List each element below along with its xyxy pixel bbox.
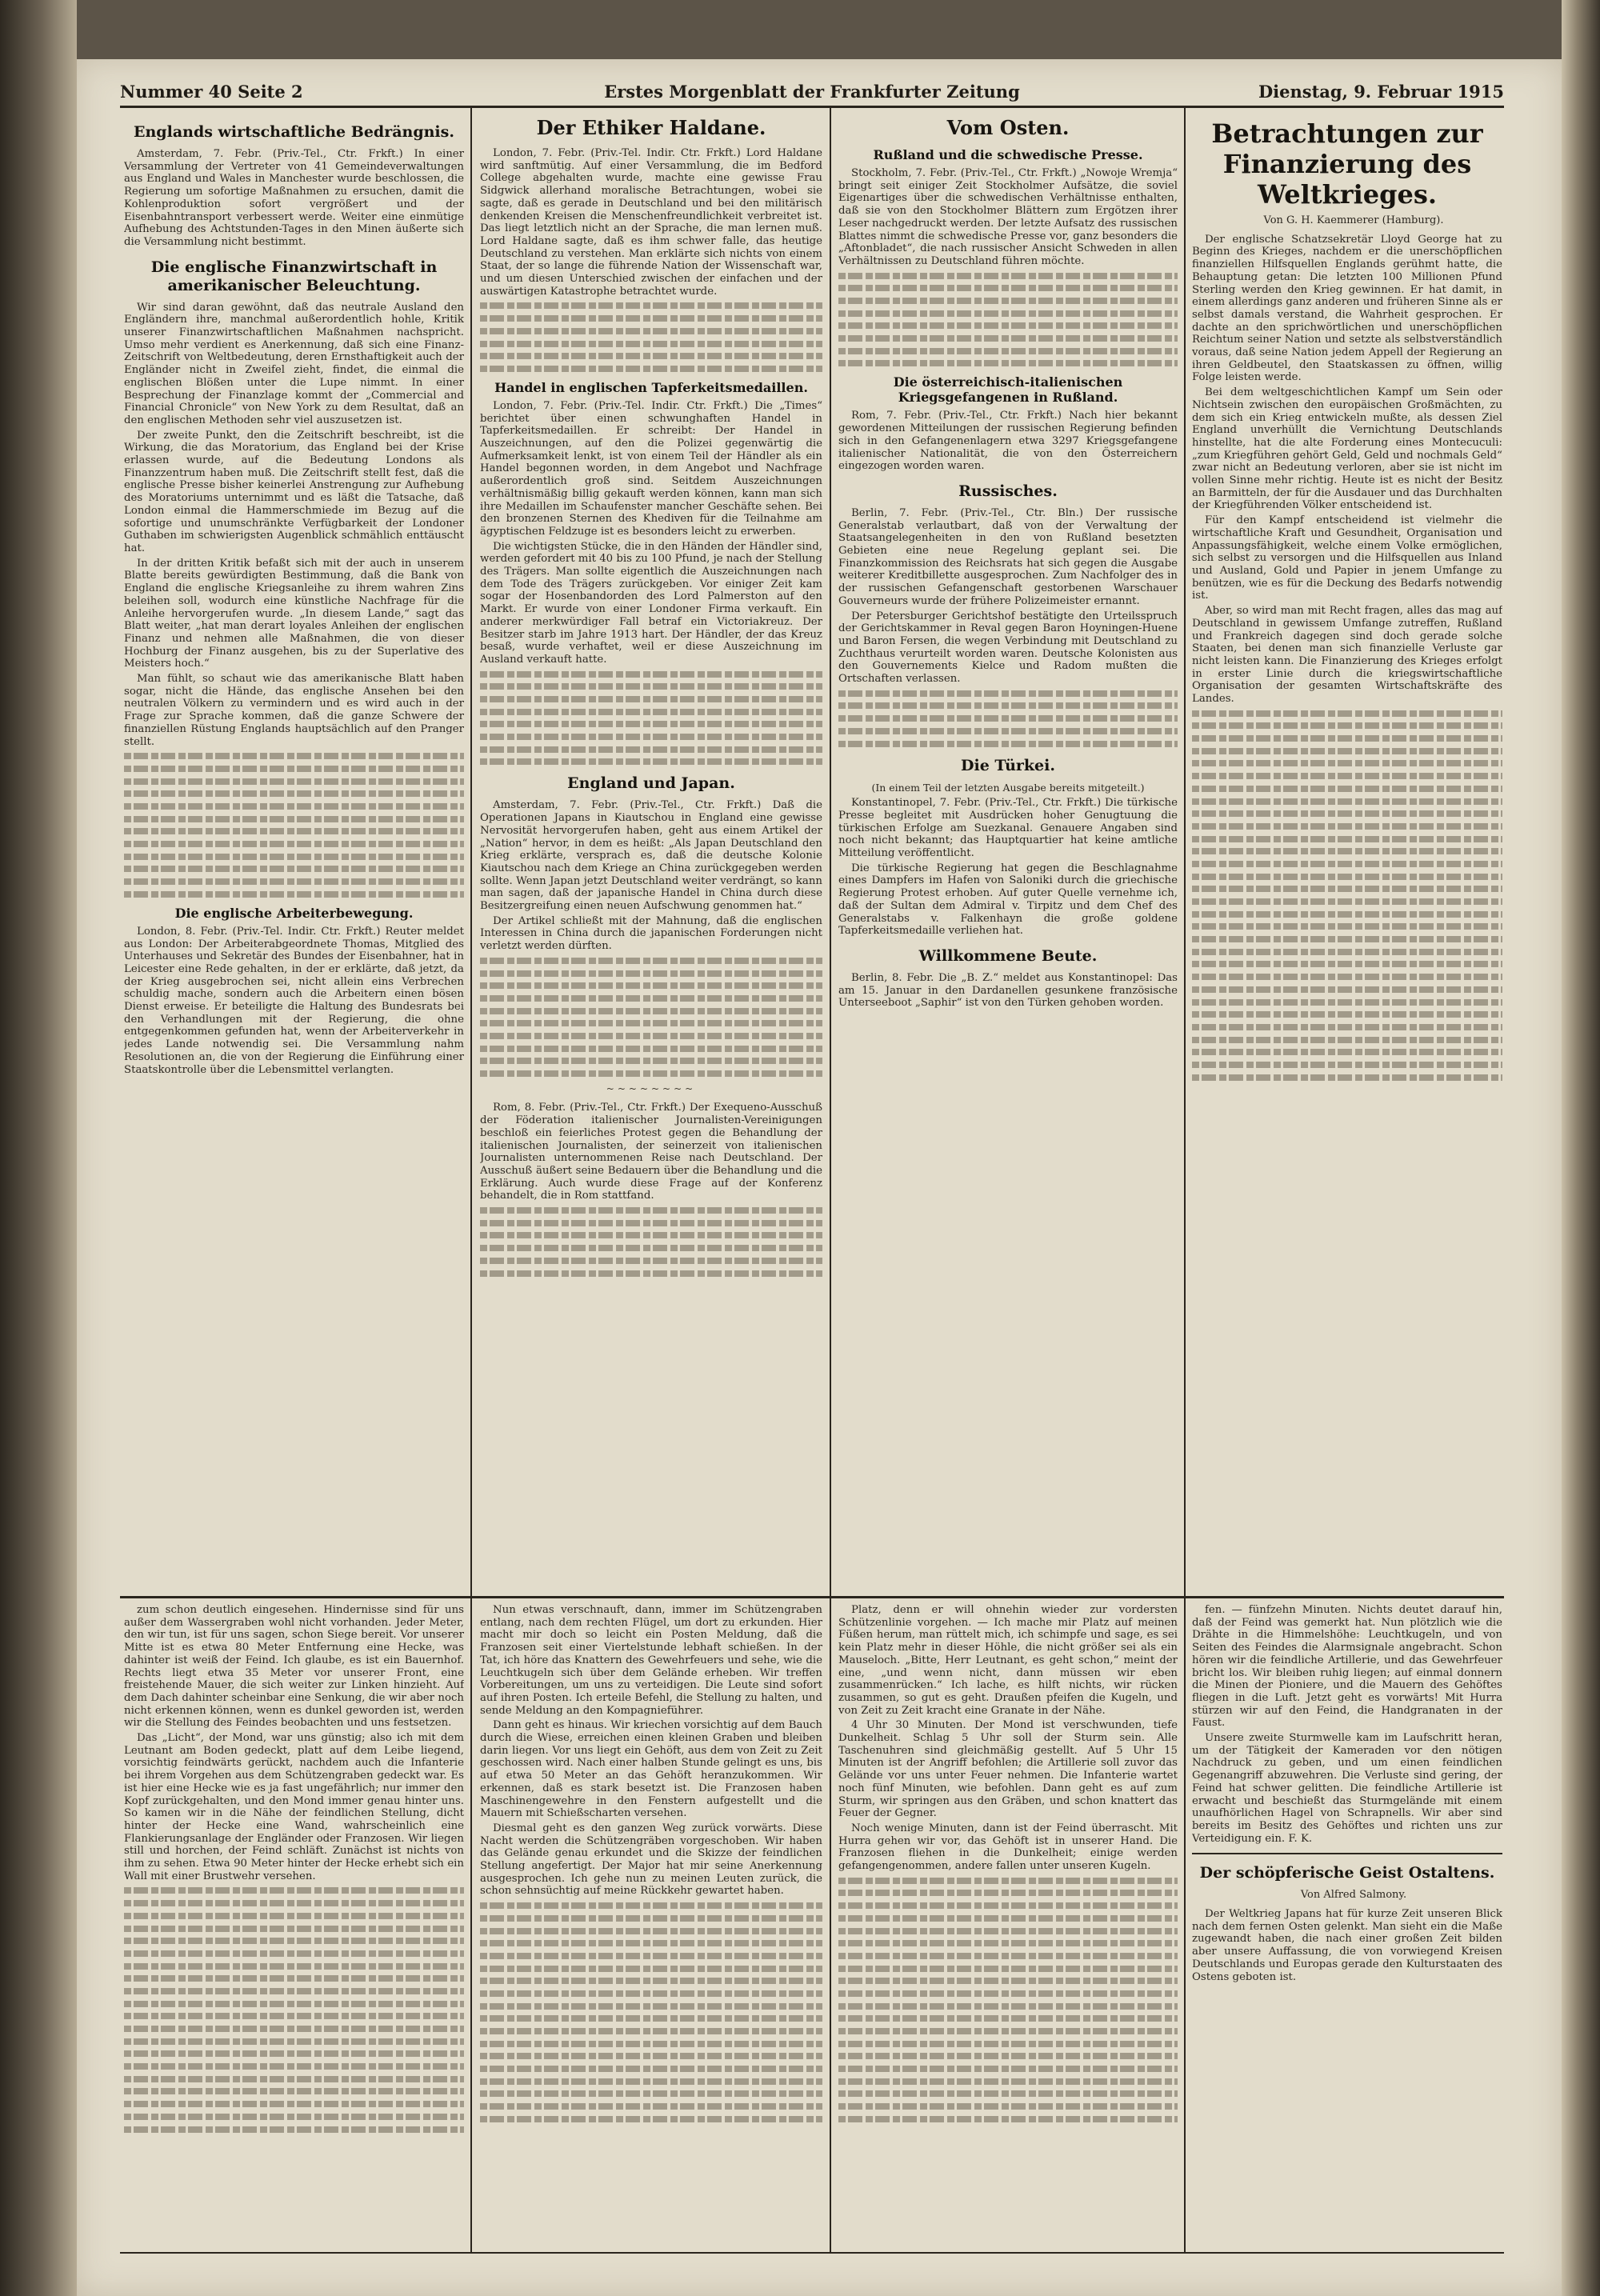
article-paragraph: London, 8. Febr. (Priv.-Tel. Indir. Ctr. Frkft.) Reuter meldet aus London: Der Arbeiterabgeordnete Thomas, Mitglied des Unterhauses und Sekretär des Bundes der Eisenbahner, hat in Leicester eine Rede gehalten, in der er erklärte, daß jetzt, da der Krieg ausgebrochen sei, nicht allein eins Verbrechen schuldig mache, sondern auch die Arbeitern einen bösen Dienst erweise. Er beteiligte die Haltung des Bundesrats bei den Verhandlungen mit der Regierung, die ohne entgegenkommen gefunden hat, wenn der Arbeiterverkehr in jedes Lande notwendig sei. Die Versammlung nahm Resolutionen an, die von der Regierung die Einführung einer Staatskontrolle über die Lebensmittel verlangten. [124, 925, 464, 1076]
article-paragraph: Amsterdam, 7. Febr. (Priv.-Tel., Ctr. Frkft.) In einer Versammlung der Vertreter von 41 Gemeindeverwaltungen aus England und Wales in Manchester wurde beschlossen, die Regierung um sofortige Maßnahmen zu ersuchen, damit die Kohlenproduktion sofort vergrößert und der Eisenbahntransport verbessert werde. Weiter eine einmütige Aufhebung des Achtstunden-Tages in den Minen äußerte sich die Versammlung nicht bestimmt. [124, 148, 464, 248]
column-1 [124, 114, 464, 1592]
feature-headline: Betrachtungen zur Finanzierung des Weltkrieges. [1211, 118, 1483, 210]
column-rule [1184, 1598, 1186, 2252]
column-4 [1192, 114, 1502, 1592]
story-paragraph: Das „Licht“, der Mond, war uns günstig; also ich mit dem Leutnant am Boden gedeckt, platt auf dem Leibe liegend, vorsichtig feindwärts gerückt, nachdem auch die Infanterie bei ihrem Vorgehen aus dem Schützengraben gedeckt war. Es ist hier eine Hecke wie es ja fast ungefährlich; nur immer den Kopf zurückgehalten, und den Mond immer genau hinter uns. So kamen wir in die Nähe der feindlichen Stellung, dicht hinter der Hecke eine Wand, wahrscheinlich eine Flankierungsanlage der Engländer oder Franzosen. Wir liegen still und horchen, der Feind schläft. Zunächst ist nichts von ihm zu sehen. Etwa 90 Meter hinter der Hecke erhebt sich ein Wall mit einer Brustwehr versehen. [124, 1732, 464, 1882]
article-divider-rule [1192, 1853, 1502, 1854]
article-paragraph: Bei dem weltgeschichtlichen Kampf um Sein oder Nichtsein zwischen den europäischen Großmächten, zu dem sich ein Krieg entwickeln mußte, als dessen Ziel England unverhüllt die Vernichtung Deutschlands hinstellte, hat die alte Forderung eines Montecuculi: „zum Kriegführen gehört Geld, Geld und nochmals Geld“ zwar nicht an Bedeutung verloren, aber sie ist nicht im vollen Sinne mehr richtig. Heute ist es nicht der Besitz an Barmitteln, der für die Ausdauer und das Durchhalten der Kriegführenden Völker entscheidend ist. [1192, 386, 1502, 512]
article-paragraph: London, 7. Febr. (Priv.-Tel. Indir. Ctr. Frkft.) Die „Times“ berichtet über einen schwunghaften Handel in Tapferkeitsmedaillen. Er schreibt: Der Handel in Auszeichnungen, auf den die Polizei gegenwärtig die Aufmerksamkeit lenkt, ist von einem Teil der Händler als ein Handel begonnen worden, in dem Angebot und Nachfrage außerordentlich groß sind. Seitdem Auszeichnungen verhältnismäßig billig gekauft werden können, kann man sich ihre Medaillen im Schaufenster mancher Geschäfte sehen. Bei den bronzenen Sternen des Khediven für die Teilnahme am ägyptischen Feldzuge ist es besonders leicht zu erwerben. [480, 399, 822, 538]
illegible-text-lines [480, 302, 822, 371]
story-paragraph: Der Weltkrieg Japans hat für kurze Zeit unseren Blick nach dem fernen Osten gelenkt. Man sieht ein die Maße zugewandt haben, die nach einer großen Zeit bilden aber unsere Auffassung, die von vorwiegend Kreisen Deutschlands und Europas gerade den Kulturstaaten des Ostens geboten ist. [1192, 1908, 1502, 1983]
masthead [120, 78, 1504, 104]
story-paragraph: zum schon deutlich eingesehen. Hindernisse sind für uns außer dem Wassergraben wohl nicht vorhanden. Jeder Meter, den wir tun, ist für uns sagen, schon Siege bereit. Vor unserer Mitte ist es etwa 80 Meter Entfernung eine Hecke, was dahinter ist weiß der Feind. Ich glaube, es ist ein Bauernhof. Rechts liegt etwa 35 Meter vor unserer Front, eine freistehende Mauer, die sich weiter zur Linken hinzieht. Auf dem Dach dahinter scheinbar eine Senkung, die wir aber noch nicht erkennen können, wenn es dunkel geworden ist, werden wir die Stellung des Feindes beobachten und uns festsetzen. [124, 1604, 464, 1730]
story-paragraph: 4 Uhr 30 Minuten. Der Mond ist verschwunden, tiefe Dunkelheit. Schlag 5 Uhr soll der Sturm sein. Alle Taschenuhren sind gleichmäßig gestellt. Auf 5 Uhr 15 Minuten ist der Angriff befohlen; die Artillerie soll zuvor das Gelände vor uns unter Feuer nehmen. Die Infanterie wartet noch fünf Minuten, wie befohlen. Dann geht es auf zum Sturm, wir springen aus den Gräben, und schon knattert das Feuer der Gegner. [838, 1719, 1178, 1820]
article-headline: Die englische Arbeiterbewegung. [174, 905, 414, 921]
page-edge-shadow [1562, 0, 1600, 2296]
issue-date: Dienstag, 9. Februar 1915 [1258, 82, 1504, 102]
story-paragraph: Noch wenige Minuten, dann ist der Feind überrascht. Mit Hurra gehen wir vor, das Gehöft ist in unserer Hand. Die Franzosen fliehen in die Dunkelheit; einige werden gefangengenommen, andere fallen unter unseren Kugeln. [838, 1822, 1178, 1873]
article-paragraph: Konstantinopel, 7. Febr. (Priv.-Tel., Ctr. Frkft.) Die türkische Presse begleitet mit Ausdrücken hoher Genugtuung die türkischen Erfolge am Suezkanal. Genauere Angaben sind noch nicht bekannt; das Hauptquartier hat keine amtliche Mitteilung veröffentlicht. [838, 797, 1178, 860]
article-paragraph: In der dritten Kritik befaßt sich mit der auch in unserem Blatte bereits gewürdigten Bestimmung, daß die Bank von England die englische Kriegsanleihe zu ihrem wahren Zins beleihen soll, wodurch eine künstliche Nachfrage für die Anleihe hervorgerufen wurde. „In diesem Lande,“ sagt das Blatt weiter, „hat man derart loyales Anleihen der englischen Finanz und nehmen alle Maßnahmen, die von dieser Hochburg der Finanz ausgehen, bis zu der Superlative des Meisters hoch.“ [124, 557, 464, 670]
article-headline: Der Ethiker Haldane. [536, 116, 766, 139]
article-paragraph: Der englische Schatzsekretär Lloyd George hat zu Beginn des Krieges, nachdem er die unerschöpflichen finanziellen Hilfsquellen Englands gerühmt hatte, die Behauptung getan: Die letzten 100 Millionen Pfund Sterling werden den Krieg gewinnen. Er hat damit, in einem allerdings ganz anderen und früheren Sinne als er selbst damals verstand, die Wahrheit gesprochen. Er dachte an den sprichwörtlichen und unerschöpflichen Reichtum seiner Nation und setzte als selbstverständlich voraus, daß seine Nation jedem Appell der Regierung an ihren Geldbeutel, den Staatskassen zu öffnen, willig Folge leisten werde. [1192, 233, 1502, 384]
article-headline: Die englische Finanzwirtschaft in amerikanischer Beleuchtung. [150, 258, 438, 294]
issue-number: Nummer 40 Seite 2 [120, 82, 303, 102]
newspaper-title: Erstes Morgenblatt der Frankfurter Zeitung [604, 82, 1020, 102]
section-ornament: ~~~~~~~~ [606, 1082, 697, 1094]
article-paragraph: Berlin, 7. Febr. (Priv.-Tel., Ctr. Bln.) Der russische Generalstab verlautbart, daß von der Verwaltung der Staatsangelegenheiten in den von Rußland besetzten Gebieten eine neue Regelung geplant sei. Die Finanzkommission des Reichsrats hat sich gegen die Ausgabe weiterer Kreditbillette ausgesprochen. Zum Nachfolger des in der russischen Gefangenschaft gestorbenen Warschauer Gouverneurs wurde der frühere Polizeimeister ernannt. [838, 506, 1178, 607]
article-paragraph: Aber, so wird man mit Recht fragen, alles das mag auf Deutschland in gewissem Umfange zutreffen, Rußland und Frankreich dagegen sind doch gerade solche Staaten, bei denen man sich finanzielle Verluste gar nicht leisten kann. Die Finanzierung des Krieges erfolgt in erster Linie durch die kriegswirtschaftliche Organisation der gesamten Wirtschaftskräfte des Landes. [1192, 605, 1502, 706]
article-headline: Vom Osten. [946, 116, 1070, 139]
column-rule [1184, 108, 1186, 1596]
story-paragraph: fen. — fünfzehn Minuten. Nichts deutet darauf hin, daß der Feind was gemerkt hat. Nun plötzlich wie die Drähte in die Himmelshöhe: Leuchtkugeln, und von Seiten des Feindes die Alarmsignale angebracht. Schon hören wir die feindliche Artillerie, und das Gewehrfeuer bricht los. Wir bleiben ruhig liegen; auf einmal donnern die Minen der Pioniere, und die Mauern des Gehöftes fliegen in die Luft. Jetzt geht es vorwärts! Mit Hurra stürzen wir auf den Feind, die Handgranaten in der Faust. [1192, 1604, 1502, 1730]
article-paragraph: Stockholm, 7. Febr. (Priv.-Tel., Ctr. Frkft.) „Nowoje Wremja“ bringt seit einiger Zeit Stockholmer Aufsätze, die soviel Eigenartiges über die schwedischen Verhältnisse enthalten, daß sie von den Stockholmer Blättern zum Ergötzen ihrer Leser nachgedruckt werden. Der letzte Aufsatz des russischen Blattes nimmt die schwedische Presse vor, ganz besonders die „Aftonbladet“, die nach russischer Ansicht Schweden in allen Verhältnissen zu Deutschland führen möchte. [838, 167, 1178, 267]
column-rule [830, 1598, 831, 2252]
article-paragraph: London, 7. Febr. (Priv.-Tel. Indir. Ctr. Frkft.) Lord Haldane wird sanftmütig. Auf einer Versammlung, die im Bedford College abgehalten wurde, machte eine gewisse Frau Sidgwick allerhand moralische Betrachtungen, wobei sie sagte, daß es gerade in Deutschland und bei den militärisch denkenden Kreisen die Menschenfreundlichkeit verbreitet ist. Das liegt letztlich nicht an der Sprache, die man lernen muß. Lord Haldane sagte, daß es ihm schwer falle, das heutige Deutschland zu verstehen. Man erklärte sich nichts von einem Staat, der so lange die führende Nation der Wissenschaft war, und um diesen Unterschied zwischen der einfachen und der auswärtigen Katastrophe betrachtet wurde. [480, 147, 822, 298]
illegible-text-lines [124, 753, 464, 898]
illegible-text-lines [838, 273, 1178, 367]
article-headline: Handel in englischen Tapferkeitsmedaillen. [494, 379, 808, 395]
article-paragraph: Man fühlt, so schaut wie das amerikanische Blatt haben sogar, nicht die Hände, das englische Ansehen bei den neutralen Völkern zu vermindern und es wird auch in der Frage zur Sprache kommen, daß die ganze Schwere der finanziellen Rüstung Englands hauptsächlich auf den Pranger stellt. [124, 673, 464, 748]
article-paragraph: Berlin, 8. Febr. Die „B. Z.“ meldet aus Konstantinopel: Das am 15. Januar in den Dardanellen gesunkene französische Unterseeboot „Saphir“ ist von den Türken gehoben worden. [838, 971, 1178, 1010]
article-headline: Die österreichisch-italienischen Kriegsgefangenen in Rußland. [893, 374, 1123, 406]
bottom-rule [120, 2252, 1504, 2254]
article-paragraph: Rom, 7. Febr. (Priv.-Tel., Ctr. Frkft.) Nach hier bekannt gewordenen Mitteilungen der russischen Regierung befinden sich in den Gefangenenlagern etwa 3297 Kriegsgefangene italienischer Nationalität, die von den Österreichern eingezogen worden waren. [838, 410, 1178, 473]
illegible-text-lines [838, 690, 1178, 747]
article-paragraph: Der Artikel schließt mit der Mahnung, daß die englischen Interessen in China durch die japanischen Forderungen nicht verletzt werden dürften. [480, 914, 822, 953]
article-headline: England und Japan. [567, 774, 735, 793]
lower-column-4 [1192, 1604, 1502, 2248]
article-paragraph: Der Petersburger Gerichtshof bestätigte den Urteilsspruch der Gerichtskammer in Reval gegen Baron Hoyningen-Huene und Baron Fersen, die wegen Verbindung mit Deutschland zu Zuchthaus verurteilt worden waren. Deutsche Kolonisten aus den Gouvernements Kielce und Radom mußten die Ortschaften verlassen. [838, 610, 1178, 686]
lower-column-3 [838, 1604, 1178, 2248]
illegible-text-lines [838, 1878, 1178, 2122]
lower-column-2 [480, 1604, 822, 2248]
illegible-text-lines [124, 1887, 464, 2132]
article-headline: Rußland und die schwedische Presse. [873, 147, 1143, 162]
article-paragraph: Wir sind daran gewöhnt, daß das neutrale Ausland den Engländern ihre, manchmal außerordentlich hohle, Kritik unserer Finanzwirtschaftlichen Maßnahmen nachspricht. Umso mehr verdient es Anerkennung, daß sich eine Finanz-Zeitschrift von Weltbedeutung, deren Ernsthaftigkeit auch der Engländer nicht in Zweifel zieht, findet, die einmal die englischen Blößen unter die Lupe nimmt. In einer Besprechung der Finanzlage kommt der „Commercial and Financial Chronicle“ von New York zu dem Resultat, daß an den englischen Methoden sehr viel auszusetzen ist. [124, 301, 464, 426]
feuilleton-headline: Der schöpferische Geist Ostaltens. [1199, 1864, 1495, 1882]
story-paragraph: Dann geht es hinaus. Wir kriechen vorsichtig auf dem Bauch durch die Wiese, erreichen einen kleinen Graben und bleiben darin liegen. Vor uns liegt ein Gehöft, aus dem von Zeit zu Zeit geschossen wird. Nach einer halben Stunde gelingt es uns, bis auf etwa 50 Meter an das Gehöft heranzukommen. Wir erkennen, daß es stark besetzt ist. Die Franzosen haben Maschinengewehre in den Fenstern aufgestellt und die Mauern mit Schießscharten versehen. [480, 1719, 822, 1820]
lower-column-1 [124, 1604, 464, 2248]
illegible-text-lines [480, 1902, 822, 2122]
story-paragraph: Diesmal geht es den ganzen Weg zurück vorwärts. Diese Nacht werden die Schützengräben vorgeschoben. Wir haben das Gelände genau erkundet und die Skizze der feindlichen Stellung angefertigt. Der Major hat mir seine Anerkennung ausgesprochen. Ich gehe nun zu meinen Leuten zurück, die schon sehnsüchtig auf meine Rückkehr gewartet haben. [480, 1822, 822, 1898]
article-note: (In einem Teil der letzten Ausgabe bereits mitgeteilt.) [871, 781, 1145, 794]
section-divider-rule [120, 1596, 1504, 1598]
column-rule [830, 108, 831, 1596]
column-3 [838, 114, 1178, 1592]
article-paragraph: Für den Kampf entscheidend ist vielmehr die wirtschaftliche Kraft und Gesundheit, Organisation und Anpassungsfähigkeit, welche einem Volke ermöglichen, sich selbst zu versorgen und die Hilfsquellen aus Inland und Ausland, Gold und Papier in jenem Umfange zu benützen, wie es für die Deckung des Bedarfs notwendig ist. [1192, 514, 1502, 602]
column-rule [470, 108, 472, 1596]
article-headline: Die Türkei. [961, 756, 1055, 774]
column-rule [470, 1598, 472, 2252]
author-byline: Von Alfred Salmony. [1300, 1889, 1407, 1902]
story-paragraph: Unsere zweite Sturmwelle kam im Laufschritt heran, um der Tätigkeit der Kameraden vor den nötigen Nachdruck zu geben, und um einen feindlichen Gegenangriff abzuwehren. Die Verluste sind gering, der Feind hat schwer gelitten. Die feindliche Artillerie ist erwacht und beschießt das Sturmgelände mit einem unaufhörlichen Hagel von Schrapnells. Wir aber sind bereits im Besitz des Gehöftes und richten uns zur Verteidigung ein. F. K. [1192, 1732, 1502, 1845]
author-byline: Von G. H. Kaemmerer (Hamburg). [1263, 214, 1444, 226]
illegible-text-lines [480, 1207, 822, 1276]
column-2 [480, 114, 822, 1592]
illegible-text-lines [480, 958, 822, 1077]
article-paragraph: Die türkische Regierung hat gegen die Beschlagnahme eines Dampfers im Hafen von Saloniki durch die griechische Regierung Protest erhoben. Auf guter Quelle vernehme ich, daß der Sultan dem Admiral v. Tirpitz und dem Chef des Generalstabs v. Falkenhayn die große goldene Tapferkeitsmedaille verliehen hat. [838, 862, 1178, 938]
article-headline: Russisches. [958, 482, 1058, 500]
story-paragraph: Platz, denn er will ohnehin wieder zur vordersten Schützenlinie vorgehen. — Ich mache mir Platz auf meinen Füßen herum, man rüttelt mich, ich schimpfe und sage, es sei kein Platz mehr in dieser Höhle, die nicht größer sei als ein Mauseloch. „Bitte, Herr Leutnant, es geht schon,“ meint der eine, „und wenn nicht, dann müssen wir eben zusammenrücken.“ Ich lache, es hilft nichts, wir rücken zusammen, so gut es geht. Draußen pfeifen die Kugeln, und von Zeit zu Zeit kracht eine Granate in der Nähe. [838, 1604, 1178, 1717]
article-headline: Englands wirtschaftliche Bedrängnis. [134, 123, 454, 141]
illegible-text-lines [1192, 710, 1502, 1081]
masthead-rule [120, 106, 1504, 108]
book-binding-shadow [0, 0, 77, 2296]
article-paragraph: Die wichtigsten Stücke, die in den Händen der Händler sind, werden gefordert mit 40 bis zu 100 Pfund, je nach der Stellung des Trägers. Man sollte eigentlich die Auszeichnungen nach dem Tode des Trägers zurückgeben. Vor einiger Zeit kam sogar der Hosenbandorden des Lord Palmerston auf den Markt. Er wurde von einer Londoner Firma verkauft. Ein anderer merkwürdiger Fall betraf ein Victoriakreuz. Der Besitzer starb im Jahre 1913 hart. Der Händler, der das Kreuz besaß, wurde verhaftet, weil er diese Auszeichnung im Ausland verkauft hatte. [480, 540, 822, 666]
story-paragraph: Nun etwas verschnauft, dann, immer im Schützengraben entlang, nach dem rechten Flügel, um dort zu erkunden. Hier macht mir doch so leicht ein Posten Meldung, daß die Franzosen seit einer Viertelstunde lebhaft schießen. In der Tat, ich höre das Knattern des Gewehrfeuers und sehe, wie die Leuchtkugeln sich über dem Gelände erheben. Wir treffen Vorbereitungen, um uns zu verteidigen. Die Leute sind sofort auf ihren Posten. Ich erteile Befehl, die Stellung zu halten, und sende Meldung an den Kompagnieführer. [480, 1604, 822, 1717]
illegible-text-lines [480, 671, 822, 766]
article-headline: Willkommene Beute. [918, 946, 1098, 965]
article-paragraph: Rom, 8. Febr. (Priv.-Tel., Ctr. Frkft.) Der Exequeno-Ausschuß der Föderation italienischer Journalisten-Vereinigungen beschloß ein feierliches Protest gegen die Behandlung der italienischen Journalisten, der seinerzeit von italienischen Journalisten unternommenen Reise nach Deutschland. Der Ausschuß äußert seine Bedauern über die Behandlung und die Erklärung. Auch wurde diese Frage auf der Konferenz behandelt, die in Rom stattfand. [480, 1102, 822, 1202]
article-paragraph: Amsterdam, 7. Febr. (Priv.-Tel., Ctr. Frkft.) Daß die Operationen Japans in Kiautschou in England eine gewisse Nervosität hervorgerufen haben, geht aus einem Artikel der „Nation“ hervor, in dem es heißt: „Als Japan Deutschland den Krieg erklärte, versprach es, daß die deutsche Kolonie Kiautschou nach dem Kriege an China zurückgegeben werden sollte. Wenn Japan jetzt Deutschland weiter verdrängt, so kann man sagen, daß der japanische Handel in China durch diese Besitzergreifung einen neuen Aufschwung genommen hat.“ [480, 799, 822, 913]
article-paragraph: Der zweite Punkt, den die Zeitschrift beschreibt, ist die Wirkung, die das Moratorium, das England bei der Krise erlassen wurde, auf die Bedeutung Londons als Finanzzentrum haben muß. Die Zeitschrift stellt fest, daß die englische Presse bisher keinerlei Anstrengung zur Aufhebung des Moratoriums unternimmt und es läßt die Tatsache, daß London einmal die Hammerschmiede im Bezug auf die sofortige und unumschränkte Verfügbarkeit der Londoner Guthaben im schwierigsten Augenblick schmählich enttäuscht hat. [124, 429, 464, 554]
